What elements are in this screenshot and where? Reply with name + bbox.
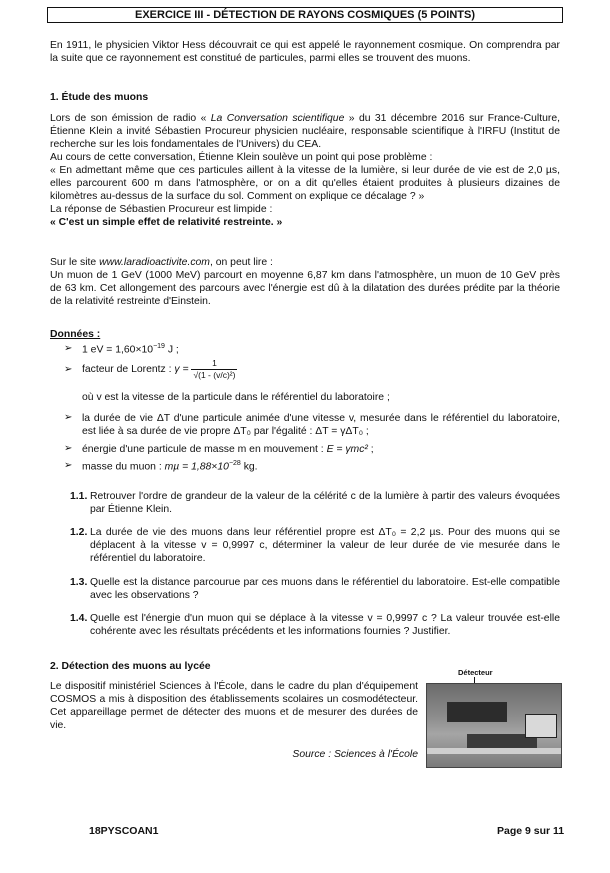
section-1-heading: 1. Étude des muons	[50, 92, 149, 103]
cosmodetector-photo	[426, 683, 562, 768]
data-item-duree: ➢ la durée de vie ΔT d'une particule animée d'une vitesse v, mesurée dans le référentiel du laboratoire, est liée à sa durée de vie propre ΔT₀ par l'égalité : ΔT = γΔT₀ ;	[64, 412, 560, 437]
data-item-energie: ➢ énergie d'une particule de masse m en mouvement : E = γmc² ;	[64, 443, 374, 455]
lorentz-note: où v est la vitesse de la particule dans le référentiel du laboratoire ;	[82, 392, 390, 403]
arrow-bullet-icon: ➢	[64, 460, 73, 471]
radio-paragraph: Lors de son émission de radio « La Conversation scientifique » du 31 décembre 2016 sur France-Culture, Étienne Klein a invité Sébastien Procureur physicien nucléaire, responsable scientifique à l'IRFU (Institut de recherche sur les lois fondamentales de l'Univers) du CEA.	[50, 113, 560, 150]
data-item-masse: ➢ masse du muon : $m\mu = 1,88\times 10^{-28}$ kg.	[64, 460, 258, 473]
arrow-bullet-icon: ➢	[64, 343, 73, 354]
question-1-3: 1.3. Quelle est la distance parcourue par ces muons dans le référentiel du laboratoire. Est-elle compatible avec les observations ?	[70, 577, 560, 601]
site-block	[50, 256, 560, 308]
section-1-text	[50, 112, 560, 229]
data-item-lorentz: ➢ facteur de Lorentz : γ = $\frac{1}{\text{√(1 - (v/c)²)}}$	[64, 358, 236, 380]
question-1-1: 1.1. Retrouver l'ordre de grandeur de la valeur de la célérité c de la lumière à partir des valeurs évoquées par Étienne Klein.	[70, 491, 560, 515]
question-1-2: 1.2. La durée de vie des muons dans leur référentiel propre est ΔT₀ = 2,2 µs. Pour des muons qui se déplacent à la vitesse v = 0,9997 c, déterminer la valeur de leur durée de vie mesurée dans le référentiel du laboratoire.	[70, 527, 560, 564]
conversation-paragraph: Au cours de cette conversation, Étienne Klein soulève un point qui pose problème :	[50, 152, 433, 163]
klein-quote: « En admettant même que ces particules aillent à la vitesse de la lumière, si leur durée de vie est de 2,0 µs, elles parcourent 600 m dans l'atmosphère, or on a dit qu'elles étaient produites à plusieurs dizaines de kilomètres au-dessus de la surface du sol. Comment on explique ce décalage ? »	[50, 165, 560, 202]
site-intro: Sur le site www.laradioactivite.com, on peut lire :	[50, 257, 273, 268]
site-text: Un muon de 1 GeV (1000 MeV) parcourt en moyenne 6,87 km dans l'atmosphère, un muon de 10 GeV près de 63 km. Cet allongement des parcours avec l'énergie est dû à la dilatation des durées prédite par la théorie de la relativité restreinte d'Einstein.	[50, 270, 560, 307]
exercise-title: EXERCICE III - DÉTECTION DE RAYONS COSMIQUES (5 POINTS)	[47, 7, 563, 23]
arrow-bullet-icon: ➢	[64, 412, 73, 423]
section-2-heading: 2. Détection des muons au lycée	[50, 661, 211, 672]
lorentz-fraction: $\frac{1}{\text{√(1 - (v/c)²)}}$	[193, 358, 236, 380]
donnees-heading: Données :	[50, 329, 101, 340]
procureur-quote: « C'est un simple effet de relativité restreinte. »	[50, 217, 283, 228]
page-number: Page 9 sur 11	[497, 825, 565, 837]
arrow-bullet-icon: ➢	[64, 364, 73, 375]
site-link[interactable]: www.laradioactivite.com	[99, 257, 210, 268]
section-2-text: Le dispositif ministériel Sciences à l'École, dans le cadre du plan d'équipement COSMOS a mis à disposition des établissements scolaires un cosmodétecteur. Cet appareillage permet de détecter des muons et de mesurer des durées de vie.	[50, 681, 418, 731]
detector-label: Détecteur	[458, 668, 493, 677]
reponse-paragraph: La réponse de Sébastien Procureur est limpide :	[50, 204, 273, 215]
source-caption: Source : Sciences à l'École	[292, 749, 418, 760]
show-name: La Conversation scientifique	[210, 113, 345, 124]
arrow-bullet-icon: ➢	[64, 443, 73, 454]
question-1-4: 1.4. Quelle est l'énergie d'un muon qui se déplace à la vitesse v = 0,9997 c ? La valeur trouvée est-elle cohérente avec les résultats précédents et les informations fournies ? Justifier.	[70, 613, 560, 637]
document-code: 18PYSCOAN1	[89, 825, 159, 837]
data-item-ev: ➢ 1 eV = $1,60\times 10^{-19}$ J ;	[64, 343, 179, 356]
intro-paragraph: En 1911, le physicien Viktor Hess découvrait ce qui est appelé le rayonnement cosmique. On comprendra par la suite que ce rayonnement est constitué de particules, parmi elles se trouvent des muons.	[50, 40, 560, 64]
